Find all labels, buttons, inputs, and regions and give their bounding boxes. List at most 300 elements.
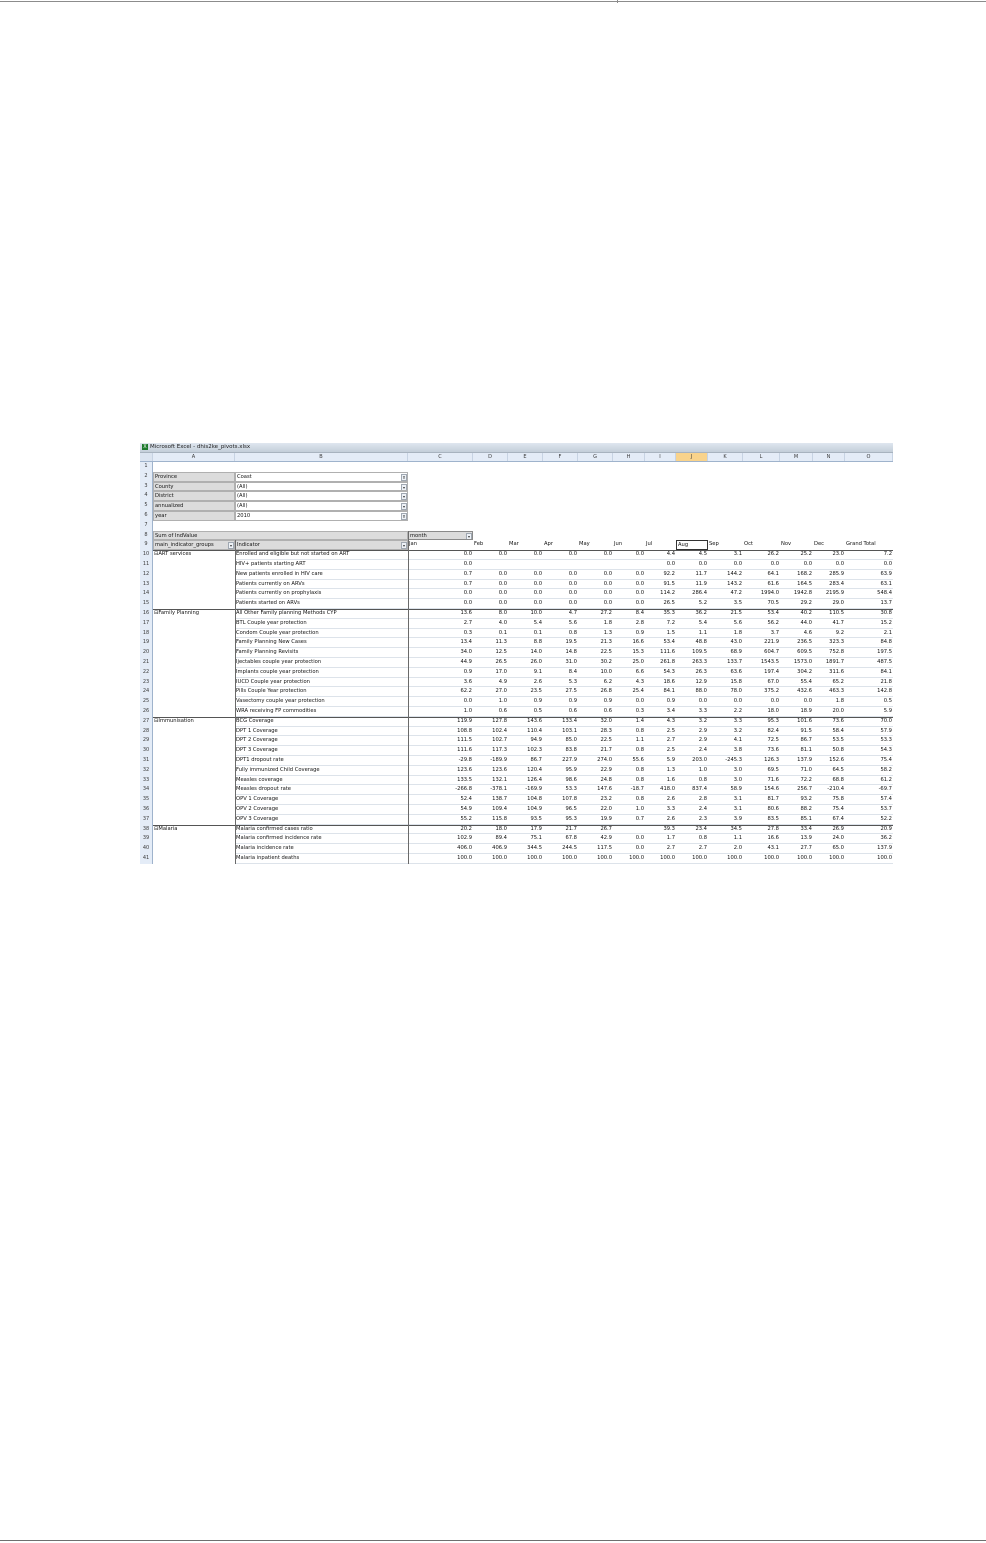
value-cell[interactable]: 26.5 [645, 599, 676, 609]
value-cell[interactable]: 100.0 [613, 854, 645, 864]
value-cell[interactable]: 0.0 [578, 580, 613, 590]
value-cell[interactable]: 54.3 [845, 746, 893, 756]
indicator-name[interactable]: BTL Couple year protection [235, 619, 408, 629]
row-header[interactable]: 23 [140, 678, 153, 688]
value-cell[interactable]: 15.8 [708, 678, 743, 688]
select-all-corner[interactable] [140, 453, 153, 461]
value-cell[interactable]: 3.4 [645, 707, 676, 717]
value-cell[interactable]: 102.4 [473, 727, 508, 737]
value-cell[interactable]: 3.1 [708, 795, 743, 805]
value-cell[interactable] [578, 560, 613, 570]
value-cell[interactable]: 1.8 [813, 697, 845, 707]
value-cell[interactable]: 100.0 [780, 854, 813, 864]
value-cell[interactable]: 0.0 [613, 834, 645, 844]
value-cell[interactable]: 138.7 [473, 795, 508, 805]
value-cell[interactable]: 115.8 [473, 815, 508, 825]
value-cell[interactable]: 0.0 [743, 697, 780, 707]
value-cell[interactable]: 27.7 [780, 844, 813, 854]
value-cell[interactable]: 837.4 [676, 785, 708, 795]
value-cell[interactable]: 53.7 [845, 805, 893, 815]
value-cell[interactable]: 2.0 [708, 844, 743, 854]
value-cell[interactable]: 0.0 [473, 550, 508, 560]
value-cell[interactable]: 164.5 [780, 580, 813, 590]
value-cell[interactable]: 2.7 [645, 736, 676, 746]
value-cell[interactable]: 27.8 [743, 825, 780, 835]
indicator-name[interactable]: Measles dropout rate [235, 785, 408, 795]
value-cell[interactable]: 43.0 [708, 638, 743, 648]
value-cell[interactable]: 168.2 [780, 570, 813, 580]
value-cell[interactable]: 5.9 [845, 707, 893, 717]
value-cell[interactable]: 5.6 [708, 619, 743, 629]
value-cell[interactable]: 344.5 [508, 844, 543, 854]
value-cell[interactable]: 1.1 [708, 834, 743, 844]
value-cell[interactable]: 147.6 [578, 785, 613, 795]
value-cell[interactable]: 85.1 [780, 815, 813, 825]
indicator-name[interactable]: Patients currently on ARVs [235, 580, 408, 590]
month-header-jan[interactable]: Jan [409, 541, 417, 548]
value-cell[interactable]: 3.3 [708, 717, 743, 727]
value-cell[interactable]: 2.3 [676, 815, 708, 825]
value-cell[interactable]: 0.9 [408, 668, 473, 678]
row-header[interactable]: 13 [140, 580, 153, 590]
value-cell[interactable]: 1891.7 [813, 658, 845, 668]
row-header[interactable]: 32 [140, 766, 153, 776]
value-cell[interactable]: 261.8 [645, 658, 676, 668]
value-cell[interactable]: 81.1 [780, 746, 813, 756]
row-header[interactable]: 20 [140, 648, 153, 658]
value-cell[interactable]: 5.6 [543, 619, 578, 629]
value-cell[interactable]: 26.5 [473, 658, 508, 668]
value-cell[interactable]: 21.5 [708, 609, 743, 619]
value-cell[interactable]: 3.0 [708, 766, 743, 776]
value-cell[interactable]: 311.6 [813, 668, 845, 678]
value-cell[interactable]: 22.9 [578, 766, 613, 776]
value-cell[interactable]: 0.1 [473, 629, 508, 639]
value-cell[interactable]: 53.4 [743, 609, 780, 619]
value-cell[interactable]: 0.0 [743, 560, 780, 570]
column-header-h[interactable]: H [613, 453, 645, 461]
value-cell[interactable]: 5.3 [543, 678, 578, 688]
month-header-feb[interactable]: Feb [474, 541, 484, 548]
value-cell[interactable]: 0.5 [508, 707, 543, 717]
value-cell[interactable]: 1.3 [645, 766, 676, 776]
value-cell[interactable]: 95.9 [543, 766, 578, 776]
value-cell[interactable]: 119.9 [408, 717, 473, 727]
value-cell[interactable]: 20.0 [813, 707, 845, 717]
value-cell[interactable]: 406.0 [408, 844, 473, 854]
value-cell[interactable]: 67.0 [743, 678, 780, 688]
value-cell[interactable]: 93.2 [780, 795, 813, 805]
value-cell[interactable]: 94.9 [508, 736, 543, 746]
value-cell[interactable]: 487.5 [845, 658, 893, 668]
value-cell[interactable]: 2.4 [676, 805, 708, 815]
value-cell[interactable]: 75.1 [508, 834, 543, 844]
filter-field-value[interactable]: 2010 ⊽ [235, 511, 408, 521]
value-cell[interactable]: 102.3 [508, 746, 543, 756]
group-label[interactable] [153, 550, 235, 560]
value-cell[interactable]: 86.7 [780, 736, 813, 746]
value-cell[interactable]: 0.0 [408, 560, 473, 570]
value-cell[interactable]: 42.9 [578, 834, 613, 844]
value-cell[interactable]: 52.4 [408, 795, 473, 805]
indicator-name[interactable]: BCG Coverage [235, 717, 408, 727]
row-header[interactable]: 1 [140, 462, 153, 472]
value-cell[interactable]: 93.5 [508, 815, 543, 825]
value-cell[interactable]: 27.0 [473, 687, 508, 697]
value-cell[interactable]: 418.0 [645, 785, 676, 795]
value-cell[interactable]: 21.3 [578, 638, 613, 648]
indicator-name[interactable]: DPT 1 Coverage [235, 727, 408, 737]
value-cell[interactable]: 4.3 [645, 717, 676, 727]
value-cell[interactable]: 55.2 [408, 815, 473, 825]
row-header[interactable]: 4 [140, 491, 153, 501]
dropdown-arrow-icon[interactable]: ▾ [402, 494, 405, 500]
value-cell[interactable]: 100.0 [708, 854, 743, 864]
value-cell[interactable]: 3.0 [708, 776, 743, 786]
value-cell[interactable]: 1.1 [613, 736, 645, 746]
month-header-jul[interactable]: Jul [646, 541, 653, 548]
value-cell[interactable]: 26.8 [578, 687, 613, 697]
column-header-d[interactable]: D [473, 453, 508, 461]
value-cell[interactable]: 0.0 [543, 599, 578, 609]
value-cell[interactable]: 2.5 [645, 727, 676, 737]
value-cell[interactable]: 0.0 [408, 697, 473, 707]
month-header-oct[interactable]: Oct [744, 541, 753, 548]
value-cell[interactable]: 7.2 [645, 619, 676, 629]
value-cell[interactable]: 0.3 [613, 707, 645, 717]
value-cell[interactable]: 86.7 [508, 756, 543, 766]
value-cell[interactable]: 144.2 [708, 570, 743, 580]
value-cell[interactable]: 29.2 [780, 599, 813, 609]
value-cell[interactable]: 65.2 [813, 678, 845, 688]
value-cell[interactable]: 4.0 [473, 619, 508, 629]
value-cell[interactable]: 96.5 [543, 805, 578, 815]
value-cell[interactable]: 8.4 [613, 609, 645, 619]
value-cell[interactable]: -210.4 [813, 785, 845, 795]
value-cell[interactable]: 3.3 [645, 805, 676, 815]
value-cell[interactable]: -266.8 [408, 785, 473, 795]
value-cell[interactable]: 0.9 [508, 697, 543, 707]
value-cell[interactable]: 283.4 [813, 580, 845, 590]
value-cell[interactable]: 0.0 [543, 589, 578, 599]
value-cell[interactable]: 22.5 [578, 648, 613, 658]
value-cell[interactable]: 110.4 [508, 727, 543, 737]
value-cell[interactable]: 3.2 [676, 717, 708, 727]
value-cell[interactable]: 0.7 [408, 580, 473, 590]
value-cell[interactable]: 1.0 [676, 766, 708, 776]
value-cell[interactable]: 100.0 [743, 854, 780, 864]
value-cell[interactable]: 0.0 [508, 570, 543, 580]
value-cell[interactable]: 44.9 [408, 658, 473, 668]
indicator-name[interactable]: OPV 3 Coverage [235, 815, 408, 825]
value-cell[interactable]: 0.0 [508, 599, 543, 609]
value-cell[interactable]: 0.0 [613, 580, 645, 590]
indicator-name[interactable]: Implants couple year protection [235, 668, 408, 678]
value-cell[interactable]: 14.8 [543, 648, 578, 658]
value-cell[interactable]: 17.0 [473, 668, 508, 678]
value-cell[interactable]: 3.7 [743, 629, 780, 639]
value-cell[interactable]: 0.0 [708, 697, 743, 707]
value-cell[interactable]: 0.0 [613, 550, 645, 560]
value-cell[interactable]: -18.7 [613, 785, 645, 795]
value-cell[interactable]: 80.6 [743, 805, 780, 815]
column-header-o[interactable]: O [845, 453, 893, 461]
indicator-name[interactable]: Condom Couple year protection [235, 629, 408, 639]
value-cell[interactable]: 11.9 [676, 580, 708, 590]
value-cell[interactable]: 108.8 [408, 727, 473, 737]
value-cell[interactable]: 104.8 [508, 795, 543, 805]
value-cell[interactable]: 85.0 [543, 736, 578, 746]
value-cell[interactable]: 0.0 [613, 570, 645, 580]
value-cell[interactable]: 107.8 [543, 795, 578, 805]
value-cell[interactable]: 609.5 [780, 648, 813, 658]
indicator-name[interactable]: Vasectomy couple year protection [235, 697, 408, 707]
value-cell[interactable]: -378.1 [473, 785, 508, 795]
month-header-may[interactable]: May [579, 541, 590, 548]
value-cell[interactable]: 3.2 [708, 727, 743, 737]
value-cell[interactable]: 7.2 [845, 550, 893, 560]
row-header[interactable]: 41 [140, 854, 153, 864]
value-cell[interactable]: 91.5 [780, 727, 813, 737]
value-cell[interactable]: 2.2 [708, 707, 743, 717]
value-cell[interactable]: 70.5 [743, 599, 780, 609]
value-cell[interactable]: 68.8 [813, 776, 845, 786]
value-cell[interactable]: 53.3 [845, 736, 893, 746]
value-cell[interactable]: 0.8 [676, 834, 708, 844]
value-cell[interactable]: 15.2 [845, 619, 893, 629]
row-header[interactable]: 9 [140, 540, 153, 550]
value-cell[interactable]: 1.0 [408, 707, 473, 717]
value-cell[interactable]: 133.7 [708, 658, 743, 668]
value-cell[interactable]: 72.5 [743, 736, 780, 746]
value-cell[interactable]: 1.7 [645, 834, 676, 844]
value-cell[interactable]: -245.3 [708, 756, 743, 766]
value-cell[interactable]: 75.4 [845, 756, 893, 766]
indicator-name[interactable]: WRA receiving FP commodities [235, 707, 408, 717]
value-cell[interactable]: 17.9 [508, 825, 543, 835]
indicator-name[interactable]: OPV 1 Coverage [235, 795, 408, 805]
value-cell[interactable]: 8.4 [543, 668, 578, 678]
value-cell[interactable]: 0.8 [613, 766, 645, 776]
value-cell[interactable]: 4.5 [676, 550, 708, 560]
value-cell[interactable]: 18.9 [780, 707, 813, 717]
value-cell[interactable]: 52.2 [845, 815, 893, 825]
indicator-name[interactable]: IUCD Couple year protection [235, 678, 408, 688]
value-cell[interactable]: 62.2 [408, 687, 473, 697]
collapse-icon[interactable]: ⊟ [154, 610, 159, 616]
value-cell[interactable]: 114.2 [645, 589, 676, 599]
value-cell[interactable]: 53.3 [543, 785, 578, 795]
value-cell[interactable]: 0.1 [508, 629, 543, 639]
value-cell[interactable]: 63.9 [845, 570, 893, 580]
indicator-name[interactable]: Enrolled and eligible but not started on ART [235, 550, 408, 560]
value-cell[interactable]: 44.0 [780, 619, 813, 629]
indicator-name[interactable]: Patients currently on prophylaxis [235, 589, 408, 599]
value-cell[interactable]: 2.8 [676, 795, 708, 805]
row-header[interactable]: 14 [140, 589, 153, 599]
value-cell[interactable]: 30.8 [845, 609, 893, 619]
value-cell[interactable]: 286.4 [676, 589, 708, 599]
row-header[interactable]: 30 [140, 746, 153, 756]
value-cell[interactable]: 0.0 [813, 560, 845, 570]
value-cell[interactable]: 13.7 [845, 599, 893, 609]
value-cell[interactable]: 101.6 [780, 717, 813, 727]
value-cell[interactable]: 3.5 [708, 599, 743, 609]
row-header[interactable]: 26 [140, 707, 153, 717]
row-header[interactable]: 31 [140, 756, 153, 766]
filter-field-value[interactable]: (All) ▾ [235, 491, 408, 501]
value-cell[interactable]: 0.0 [708, 560, 743, 570]
value-cell[interactable]: 100.0 [543, 854, 578, 864]
group-label[interactable] [153, 717, 235, 727]
value-cell[interactable]: 23.2 [578, 795, 613, 805]
column-header-m[interactable]: M [780, 453, 813, 461]
value-cell[interactable]: 0.0 [408, 589, 473, 599]
value-cell[interactable]: 48.8 [676, 638, 708, 648]
value-cell[interactable]: 0.0 [543, 580, 578, 590]
value-cell[interactable]: 2.7 [676, 844, 708, 854]
indicator-name[interactable]: Ijectables couple year protection [235, 658, 408, 668]
value-cell[interactable]: 40.2 [780, 609, 813, 619]
value-cell[interactable]: 73.6 [743, 746, 780, 756]
value-cell[interactable]: 2.4 [676, 746, 708, 756]
value-cell[interactable]: 0.8 [613, 746, 645, 756]
value-cell[interactable]: 35.3 [645, 609, 676, 619]
value-cell[interactable] [613, 560, 645, 570]
value-cell[interactable]: 64.1 [743, 570, 780, 580]
value-cell[interactable]: 4.9 [473, 678, 508, 688]
value-cell[interactable]: 92.2 [645, 570, 676, 580]
row-header[interactable]: 15 [140, 599, 153, 609]
value-cell[interactable]: 2195.9 [813, 589, 845, 599]
value-cell[interactable]: 100.0 [813, 854, 845, 864]
value-cell[interactable]: 58.9 [708, 785, 743, 795]
value-cell[interactable]: 0.8 [613, 776, 645, 786]
value-cell[interactable]: 54.9 [408, 805, 473, 815]
value-cell[interactable]: 4.7 [543, 609, 578, 619]
value-cell[interactable]: 0.8 [543, 629, 578, 639]
indicator-name[interactable]: Patients started on ARVs [235, 599, 408, 609]
row-header[interactable]: 35 [140, 795, 153, 805]
value-cell[interactable]: 23.4 [676, 825, 708, 835]
value-cell[interactable]: 0.0 [676, 560, 708, 570]
dropdown-arrow-icon[interactable]: ▾ [402, 504, 405, 510]
column-header-b[interactable]: B [235, 453, 408, 461]
value-cell[interactable]: 18.0 [743, 707, 780, 717]
row-header[interactable]: 37 [140, 815, 153, 825]
value-cell[interactable]: 26.9 [813, 825, 845, 835]
value-cell[interactable]: 53.5 [813, 736, 845, 746]
row-header[interactable]: 16 [140, 609, 153, 619]
value-cell[interactable] [543, 560, 578, 570]
value-cell[interactable]: 143.6 [508, 717, 543, 727]
filter-active-icon[interactable]: ⊽ [402, 514, 406, 519]
value-cell[interactable]: 236.5 [780, 638, 813, 648]
value-cell[interactable]: 0.0 [408, 599, 473, 609]
row-header[interactable]: 24 [140, 687, 153, 697]
indicator-name[interactable]: Fully immunized Child Coverage [235, 766, 408, 776]
value-cell[interactable]: 71.0 [780, 766, 813, 776]
value-cell[interactable]: 4.4 [645, 550, 676, 560]
value-cell[interactable]: 133.5 [408, 776, 473, 786]
value-cell[interactable]: 67.4 [813, 815, 845, 825]
row-header[interactable]: 28 [140, 727, 153, 737]
value-cell[interactable]: 1573.0 [780, 658, 813, 668]
pivot-column-field[interactable]: month ▾ [408, 531, 473, 541]
value-cell[interactable]: 81.7 [743, 795, 780, 805]
value-cell[interactable]: 61.6 [743, 580, 780, 590]
indicator-name[interactable]: Family Planning Revisits [235, 648, 408, 658]
value-cell[interactable]: 5.4 [508, 619, 543, 629]
value-cell[interactable]: 26.7 [578, 825, 613, 835]
value-cell[interactable]: 5.9 [645, 756, 676, 766]
value-cell[interactable]: 221.9 [743, 638, 780, 648]
value-cell[interactable]: 0.0 [473, 599, 508, 609]
month-header-nov[interactable]: Nov [781, 541, 792, 548]
value-cell[interactable]: -169.9 [508, 785, 543, 795]
value-cell[interactable]: 0.9 [578, 697, 613, 707]
value-cell[interactable]: 26.0 [508, 658, 543, 668]
value-cell[interactable]: 1.3 [578, 629, 613, 639]
value-cell[interactable]: 0.0 [613, 844, 645, 854]
value-cell[interactable]: 111.6 [408, 746, 473, 756]
dropdown-arrow-icon[interactable]: ▾ [402, 484, 405, 490]
value-cell[interactable]: 23.0 [813, 550, 845, 560]
column-header-c[interactable]: C [408, 453, 473, 461]
value-cell[interactable]: 463.3 [813, 687, 845, 697]
value-cell[interactable]: 133.4 [543, 717, 578, 727]
value-cell[interactable]: 109.5 [676, 648, 708, 658]
month-header-apr[interactable]: Apr [544, 541, 553, 548]
value-cell[interactable]: 132.1 [473, 776, 508, 786]
indicator-name[interactable]: HIV+ patients starting ART [235, 560, 408, 570]
value-cell[interactable]: 0.0 [845, 560, 893, 570]
value-cell[interactable]: 110.5 [813, 609, 845, 619]
value-cell[interactable]: 2.5 [645, 746, 676, 756]
dropdown-arrow-icon[interactable]: ▾ [467, 533, 470, 539]
value-cell[interactable]: 2.1 [845, 629, 893, 639]
value-cell[interactable]: 5.2 [676, 599, 708, 609]
value-cell[interactable]: 3.1 [708, 550, 743, 560]
value-cell[interactable]: 58.2 [845, 766, 893, 776]
value-cell[interactable]: 6.2 [578, 678, 613, 688]
value-cell[interactable]: 89.4 [473, 834, 508, 844]
row-header[interactable]: 38 [140, 825, 153, 835]
value-cell[interactable]: 15.3 [613, 648, 645, 658]
filter-field-value[interactable]: Coast ⊽ [235, 472, 408, 482]
value-cell[interactable]: 1942.8 [780, 589, 813, 599]
value-cell[interactable]: 4.1 [708, 736, 743, 746]
value-cell[interactable]: 12.9 [676, 678, 708, 688]
collapse-icon[interactable]: ⊟ [154, 717, 159, 724]
value-cell[interactable]: 117.3 [473, 746, 508, 756]
value-cell[interactable]: 0.0 [578, 550, 613, 560]
value-cell[interactable]: 68.9 [708, 648, 743, 658]
value-cell[interactable]: 604.7 [743, 648, 780, 658]
filter-field-value[interactable]: (All) ▾ [235, 482, 408, 492]
value-cell[interactable]: 50.8 [813, 746, 845, 756]
value-cell[interactable]: 0.0 [543, 570, 578, 580]
value-cell[interactable]: 2.6 [645, 795, 676, 805]
value-cell[interactable] [473, 560, 508, 570]
value-cell[interactable]: 100.0 [578, 854, 613, 864]
value-cell[interactable]: 0.0 [508, 589, 543, 599]
value-cell[interactable]: 23.5 [508, 687, 543, 697]
value-cell[interactable]: 0.8 [613, 727, 645, 737]
value-cell[interactable]: 88.0 [676, 687, 708, 697]
value-cell[interactable]: 10.0 [508, 609, 543, 619]
value-cell[interactable]: 75.4 [813, 805, 845, 815]
